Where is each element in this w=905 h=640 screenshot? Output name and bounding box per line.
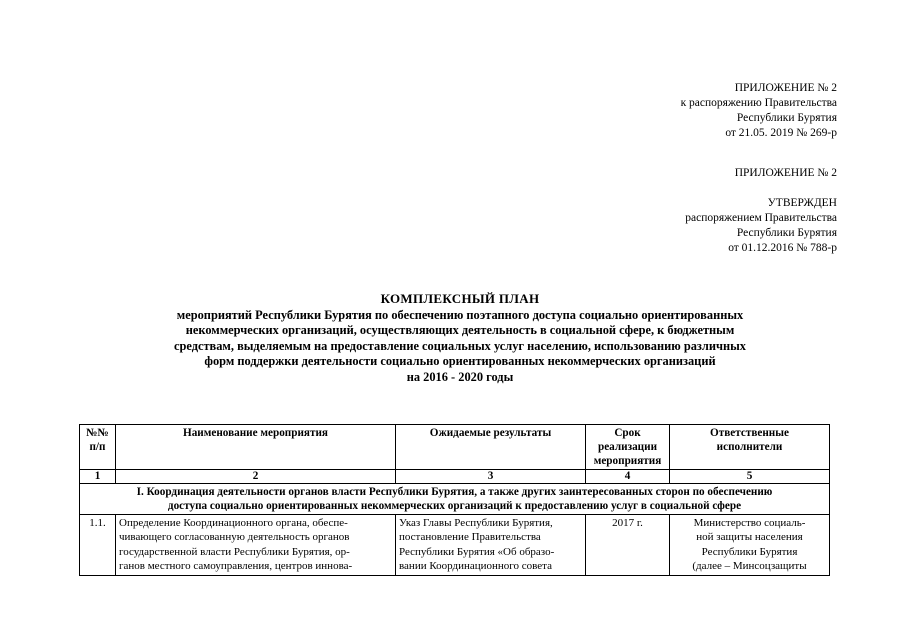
appendix-heading: ПРИЛОЖЕНИЕ № 2 [734, 82, 837, 94]
approved-block [685, 196, 837, 256]
document-title [90, 291, 830, 386]
approved-heading: УТВЕРЖДЕН [767, 197, 837, 209]
title-main: КОМПЛЕКСНЫЙ ПЛАН [380, 291, 540, 306]
appendix-line: Республики Бурятия [736, 112, 837, 124]
title-line: на 2016 - 2020 годы [406, 369, 514, 384]
approved-line: распоряжением Правительства [685, 212, 837, 224]
header-num: №№ п/п [80, 425, 116, 470]
appendix-block-2 [735, 166, 837, 181]
column-number-row [80, 470, 830, 484]
column-number: 4 [586, 470, 670, 484]
approved-line: Республики Бурятия [736, 227, 837, 239]
row-term: 2017 г. [586, 515, 670, 576]
approved-date: от 01.12.2016 № 788-р [728, 242, 837, 254]
appendix-block-1 [681, 81, 837, 141]
section-row [80, 484, 830, 515]
title-line: мероприятий Республики Бурятия по обеспечению поэтапного доступа социально ориентированных [176, 307, 744, 322]
title-line: форм поддержки деятельности социально ориентированных некоммерческих организаций [204, 354, 716, 369]
title-line: средствам, выделяемым на предоставление социальных услуг населению, использованию различных [173, 338, 747, 353]
row-results: Указ Главы Республики Бурятия, постановление Правительства Республики Бурятия «Об образо- вании Координационного совета [396, 515, 586, 576]
section-title: I. Координация деятельности органов власти Республики Бурятия, а также других заинтересованных сторон по обеспечению доступа социально ориентированных некоммерческих организаций к предоставлению услуг в социальной сфере [80, 484, 830, 515]
appendix-line: к распоряжению Правительства [680, 97, 837, 109]
row-num: 1.1. [80, 515, 116, 576]
appendix-date: от 21.05. 2019 № 269-р [725, 127, 837, 139]
row-executors: Министерство социаль- ной защиты населения Республики Бурятия (далее – Минсоцзащиты [670, 515, 830, 576]
table-header-row [80, 425, 830, 470]
column-number: 2 [116, 470, 396, 484]
title-line: некоммерческих организаций, осуществляющих деятельность в социальной сфере, к бюджетным [185, 323, 735, 338]
row-name: Определение Координационного органа, обеспе- чивающего согласованную деятельность органов государственной власти Республики Бурятия, ор- ганов местного самоуправления, центров иннова- [116, 515, 396, 576]
column-number: 3 [396, 470, 586, 484]
column-number: 5 [670, 470, 830, 484]
header-term: Срок реализации мероприятия [586, 425, 670, 470]
header-results: Ожидаемые результаты [396, 425, 586, 470]
appendix-heading: ПРИЛОЖЕНИЕ № 2 [734, 167, 837, 179]
header-name: Наименование мероприятия [116, 425, 396, 470]
column-number: 1 [80, 470, 116, 484]
header-executors: Ответственные исполнители [670, 425, 830, 470]
table-row [80, 515, 830, 576]
plan-table [79, 424, 830, 576]
